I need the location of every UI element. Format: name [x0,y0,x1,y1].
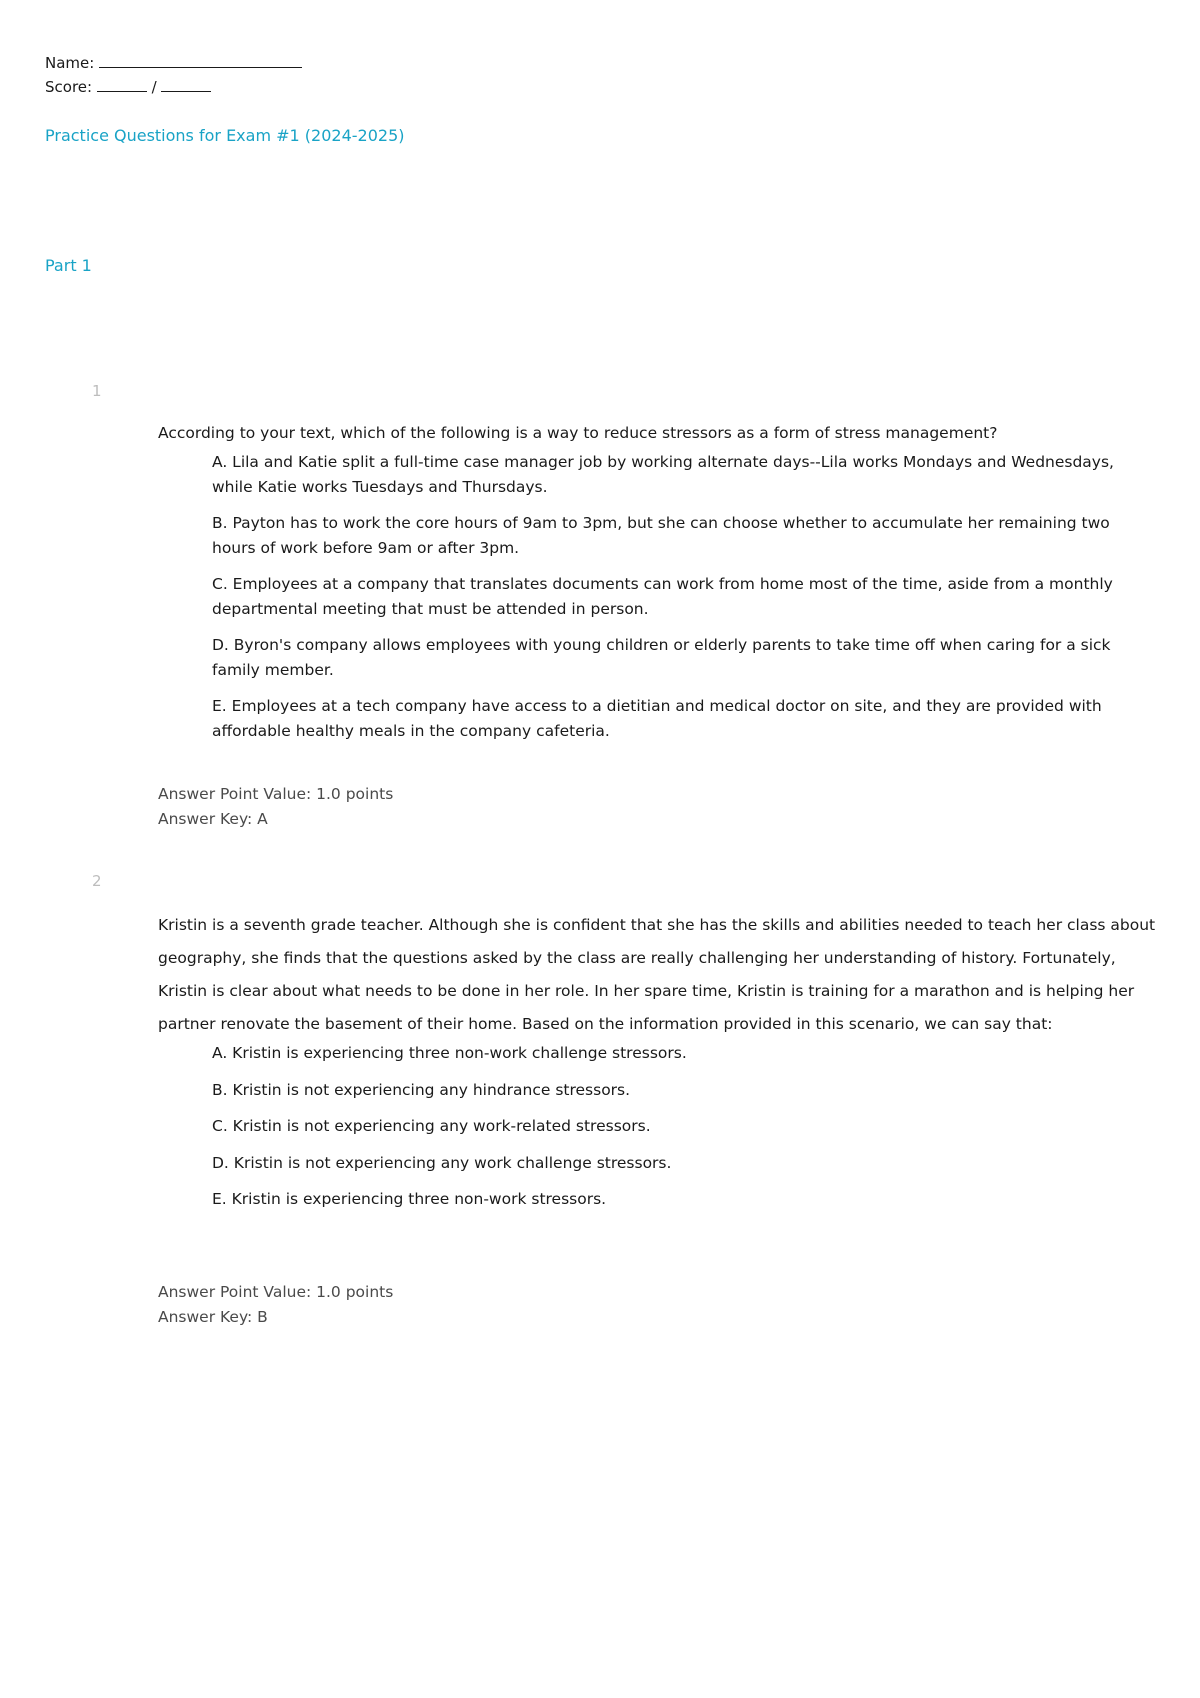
part-heading: Part 1 [45,256,92,275]
answer-meta [158,1280,393,1330]
answer-option: B. Payton has to work the core hours of 9am to 3pm, but she can choose whether to accumulate her remaining two hours of work before 9am or after 3pm. [212,514,1110,557]
answer-option: C. Employees at a company that translates documents can work from home most of the time, aside from a monthly departmental meeting that must be attended in person. [212,575,1113,618]
answer-option: E. Employees at a tech company have access to a dietitian and medical doctor on site, and they are provided with affordable healthy meals in the company cafeteria. [212,697,1102,740]
name-blank [99,53,302,68]
answer-meta [158,782,393,832]
answer-option: B. Kristin is not experiencing any hindrance stressors. [212,1080,631,1099]
question-number: 2 [92,872,102,890]
question-number: 1 [92,382,102,400]
question-stem: According to your text, which of the following is a way to reduce stressors as a form of stress management? [158,424,998,442]
question-block [158,909,1158,1224]
score-label: Score: [45,78,93,96]
question-stem: Kristin is a seventh grade teacher. Although she is confident that she has the skills and abilities needed to teach her class about geography, she finds that the questions asked by the class are really challenging her understanding of history. Fortunately, Kristin is clear about what needs to be done in her role. In her spare time, Kristin is training for a marathon and is helping her partner renovate the basement of their home. Based on the information provided in this scenario, we can say that: [158,916,1156,1033]
score-field-line [45,77,211,96]
answer-option: D. Kristin is not experiencing any work challenge stressors. [212,1153,672,1172]
answer-options [158,450,1158,744]
answer-option: A. Kristin is experiencing three non-work challenge stressors. [212,1044,687,1062]
answer-point-value: Answer Point Value: 1.0 points [158,1283,394,1301]
answer-point-value: Answer Point Value: 1.0 points [158,785,394,803]
score-separator: / [151,78,157,96]
name-label: Name: [45,54,95,72]
answer-option: E. Kristin is experiencing three non-work stressors. [212,1190,607,1208]
answer-option: C. Kristin is not experiencing any work-related stressors. [212,1117,651,1135]
answer-option: A. Lila and Katie split a full-time case manager job by working alternate days--Lila works Mondays and Wednesdays, while Katie works Tuesdays and Thursdays. [212,453,1114,496]
answer-option: D. Byron's company allows employees with young children or elderly parents to take time off when caring for a sick family member. [212,636,1111,679]
question-block [158,421,1158,755]
score-earned-blank [97,77,147,92]
answer-key: Answer Key: B [158,1308,268,1326]
name-field-line [45,53,302,72]
answer-key: Answer Key: A [158,810,268,828]
score-total-blank [161,77,211,92]
answer-options [158,1041,1158,1212]
document-title: Practice Questions for Exam #1 (2024-2025) [45,126,405,145]
